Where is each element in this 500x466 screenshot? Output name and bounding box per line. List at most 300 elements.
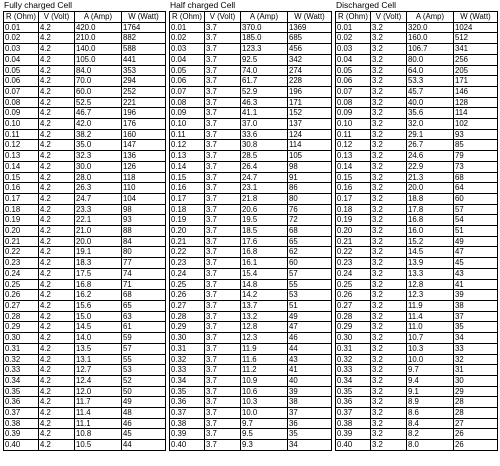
cell-current: 61.7 — [241, 76, 288, 87]
cell-resistance: 0.16 — [170, 183, 205, 194]
cell-current: 84.0 — [75, 65, 122, 76]
cell-resistance: 0.34 — [4, 375, 39, 386]
cell-voltage: 3.7 — [205, 183, 241, 194]
cell-resistance: 0.24 — [4, 268, 39, 279]
cell-resistance: 0.03 — [170, 44, 205, 55]
cell-resistance: 0.21 — [336, 236, 371, 247]
cell-current: 11.4 — [407, 311, 454, 322]
cell-resistance: 0.36 — [170, 397, 205, 408]
cell-current: 8.0 — [407, 440, 454, 451]
cell-power: 274 — [288, 65, 332, 76]
cell-resistance: 0.01 — [4, 22, 39, 33]
cell-voltage: 3.7 — [205, 247, 241, 258]
cell-resistance: 0.09 — [170, 108, 205, 119]
cell-power: 221 — [122, 97, 166, 108]
cell-voltage: 4.2 — [39, 183, 75, 194]
cell-resistance: 0.34 — [336, 375, 371, 386]
cell-current: 19.5 — [241, 215, 288, 226]
table-row — [170, 279, 332, 290]
cell-voltage: 3.2 — [371, 44, 407, 55]
cell-power: 26 — [454, 440, 498, 451]
table-row — [336, 65, 498, 76]
section-title: Half charged Cell — [170, 0, 236, 10]
cell-voltage: 3.7 — [205, 408, 241, 419]
cell-voltage: 3.7 — [205, 119, 241, 130]
cell-resistance: 0.30 — [4, 333, 39, 344]
cell-voltage: 4.2 — [39, 108, 75, 119]
cell-current: 21.8 — [241, 193, 288, 204]
cell-power: 27 — [454, 418, 498, 429]
cell-voltage: 4.2 — [39, 161, 75, 172]
table-row — [4, 268, 166, 279]
cell-voltage: 4.2 — [39, 44, 75, 55]
table-row — [170, 247, 332, 258]
cell-current: 20.6 — [241, 204, 288, 215]
cell-voltage: 3.2 — [371, 333, 407, 344]
cell-resistance: 0.04 — [170, 54, 205, 65]
cell-power: 256 — [454, 54, 498, 65]
cell-resistance: 0.33 — [336, 365, 371, 376]
table-row — [336, 408, 498, 419]
cell-voltage: 4.2 — [39, 54, 75, 65]
cell-current: 35.6 — [407, 108, 454, 119]
cell-resistance: 0.15 — [170, 172, 205, 183]
cell-current: 13.3 — [407, 268, 454, 279]
cell-resistance: 0.25 — [336, 279, 371, 290]
cell-resistance: 0.31 — [336, 343, 371, 354]
cell-current: 80.0 — [407, 54, 454, 65]
cell-current: 16.2 — [75, 290, 122, 301]
cell-power: 57 — [454, 204, 498, 215]
section-title: Discharged Cell — [336, 0, 396, 10]
cell-resistance: 0.10 — [4, 119, 39, 130]
cell-power: 52 — [122, 375, 166, 386]
cell-resistance: 0.36 — [336, 397, 371, 408]
cell-voltage: 3.2 — [371, 290, 407, 301]
cell-voltage: 4.2 — [39, 22, 75, 33]
cell-current: 15.6 — [75, 300, 122, 311]
cell-power: 146 — [454, 86, 498, 97]
table-row — [170, 140, 332, 151]
table-row — [170, 258, 332, 269]
table-row — [336, 140, 498, 151]
cell-current: 420.0 — [75, 22, 122, 33]
cell-voltage: 4.2 — [39, 418, 75, 429]
cell-voltage: 3.2 — [371, 140, 407, 151]
cell-resistance: 0.39 — [170, 429, 205, 440]
table-row — [336, 354, 498, 365]
cell-voltage: 3.7 — [205, 279, 241, 290]
cell-power: 342 — [288, 54, 332, 65]
cell-resistance: 0.10 — [336, 119, 371, 130]
cell-voltage: 3.7 — [205, 440, 241, 451]
cell-voltage: 4.2 — [39, 300, 75, 311]
table-row — [170, 215, 332, 226]
cell-power: 252 — [122, 86, 166, 97]
cell-current: 23.3 — [75, 204, 122, 215]
header-resistance: R (Ohm) — [4, 12, 39, 23]
cell-voltage: 3.2 — [371, 279, 407, 290]
table-row — [336, 204, 498, 215]
cell-resistance: 0.05 — [4, 65, 39, 76]
table-row — [336, 129, 498, 140]
cell-resistance: 0.17 — [170, 193, 205, 204]
cell-power: 65 — [122, 300, 166, 311]
table-row — [4, 204, 166, 215]
cell-voltage: 3.2 — [371, 375, 407, 386]
table-row — [170, 65, 332, 76]
cell-current: 9.7 — [407, 365, 454, 376]
cell-voltage: 4.2 — [39, 215, 75, 226]
table-row — [170, 44, 332, 55]
cell-resistance: 0.26 — [4, 290, 39, 301]
cell-current: 16.8 — [75, 279, 122, 290]
cell-current: 370.0 — [241, 22, 288, 33]
cell-voltage: 3.2 — [371, 236, 407, 247]
cell-voltage: 4.2 — [39, 76, 75, 87]
table-row — [170, 397, 332, 408]
cell-resistance: 0.25 — [4, 279, 39, 290]
cell-voltage: 3.2 — [371, 354, 407, 365]
cell-power: 51 — [288, 300, 332, 311]
cell-voltage: 4.2 — [39, 258, 75, 269]
section-title: Fully charged Cell — [4, 0, 73, 10]
cell-power: 512 — [454, 33, 498, 44]
cell-voltage: 3.2 — [371, 418, 407, 429]
cell-resistance: 0.40 — [336, 440, 371, 451]
cell-voltage: 3.2 — [371, 226, 407, 237]
cell-current: 13.7 — [241, 300, 288, 311]
cell-resistance: 0.38 — [4, 418, 39, 429]
header-power: W (Watt) — [454, 12, 498, 23]
cell-resistance: 0.11 — [4, 129, 39, 140]
cell-power: 114 — [288, 140, 332, 151]
table-row — [336, 151, 498, 162]
table-row — [170, 161, 332, 172]
table-row — [4, 183, 166, 194]
cell-resistance: 0.06 — [336, 76, 371, 87]
cell-power: 71 — [122, 279, 166, 290]
table-row — [336, 86, 498, 97]
header-voltage: V (Volt) — [371, 12, 407, 23]
table-row — [4, 86, 166, 97]
cell-power: 53 — [122, 365, 166, 376]
cell-voltage: 4.2 — [39, 290, 75, 301]
cell-power: 59 — [122, 333, 166, 344]
table-row — [336, 343, 498, 354]
table-row — [336, 236, 498, 247]
cell-resistance: 0.27 — [170, 300, 205, 311]
cell-power: 136 — [122, 151, 166, 162]
cell-resistance: 0.05 — [170, 65, 205, 76]
cell-voltage: 3.7 — [205, 22, 241, 33]
cell-resistance: 0.29 — [170, 322, 205, 333]
table-row — [170, 440, 332, 451]
cell-power: 37 — [288, 408, 332, 419]
cell-power: 160 — [122, 129, 166, 140]
cell-resistance: 0.22 — [170, 247, 205, 258]
cell-current: 140.0 — [75, 44, 122, 55]
cell-current: 74.0 — [241, 65, 288, 76]
cell-voltage: 3.7 — [205, 108, 241, 119]
cell-resistance: 0.17 — [336, 193, 371, 204]
table-row — [4, 418, 166, 429]
cell-voltage: 3.7 — [205, 161, 241, 172]
cell-power: 294 — [122, 76, 166, 87]
cell-power: 43 — [288, 354, 332, 365]
table-row — [4, 140, 166, 151]
table-row — [4, 22, 166, 33]
table-row — [4, 343, 166, 354]
cell-power: 46 — [288, 333, 332, 344]
cell-power: 171 — [454, 76, 498, 87]
cell-resistance: 0.08 — [336, 97, 371, 108]
cell-current: 14.5 — [75, 322, 122, 333]
cell-power: 47 — [288, 322, 332, 333]
table-row — [170, 375, 332, 386]
cell-resistance: 0.18 — [170, 204, 205, 215]
cell-current: 9.4 — [407, 375, 454, 386]
cell-voltage: 3.2 — [371, 365, 407, 376]
cell-voltage: 4.2 — [39, 343, 75, 354]
cell-voltage: 4.2 — [39, 365, 75, 376]
cell-current: 8.4 — [407, 418, 454, 429]
cell-voltage: 4.2 — [39, 236, 75, 247]
cell-power: 63 — [122, 311, 166, 322]
table-row — [170, 343, 332, 354]
header-resistance: R (Ohm) — [170, 12, 205, 23]
cell-power: 93 — [122, 215, 166, 226]
cell-current: 41.1 — [241, 108, 288, 119]
table-row — [4, 44, 166, 55]
cell-power: 39 — [288, 386, 332, 397]
cell-resistance: 0.08 — [170, 97, 205, 108]
cell-current: 32.3 — [75, 151, 122, 162]
cell-voltage: 3.7 — [205, 215, 241, 226]
cell-power: 110 — [122, 183, 166, 194]
table-row — [170, 76, 332, 87]
cell-current: 10.7 — [407, 333, 454, 344]
cell-voltage: 3.2 — [371, 397, 407, 408]
cell-voltage: 3.7 — [205, 97, 241, 108]
cell-resistance: 0.18 — [4, 204, 39, 215]
header-power: W (Watt) — [122, 12, 166, 23]
table-row — [336, 76, 498, 87]
cell-resistance: 0.07 — [4, 86, 39, 97]
table-row — [170, 354, 332, 365]
cell-resistance: 0.02 — [170, 33, 205, 44]
cell-power: 72 — [288, 215, 332, 226]
cell-power: 65 — [288, 236, 332, 247]
cell-voltage: 3.7 — [205, 418, 241, 429]
table-row — [170, 86, 332, 97]
cell-voltage: 4.2 — [39, 333, 75, 344]
data-table — [335, 11, 498, 451]
cell-current: 53.3 — [407, 76, 454, 87]
cell-resistance: 0.15 — [336, 172, 371, 183]
cell-power: 79 — [454, 151, 498, 162]
table-body — [336, 22, 498, 450]
cell-voltage: 4.2 — [39, 375, 75, 386]
cell-power: 171 — [288, 97, 332, 108]
cell-power: 137 — [288, 119, 332, 130]
cell-current: 37.0 — [241, 119, 288, 130]
cell-voltage: 3.7 — [205, 322, 241, 333]
cell-voltage: 3.2 — [371, 183, 407, 194]
cell-power: 31 — [454, 365, 498, 376]
table-row — [170, 386, 332, 397]
table-row — [336, 322, 498, 333]
table-row — [170, 333, 332, 344]
cell-current: 29.1 — [407, 129, 454, 140]
cell-power: 882 — [122, 33, 166, 44]
table-row — [170, 429, 332, 440]
table-row — [336, 33, 498, 44]
cell-current: 33.6 — [241, 129, 288, 140]
cell-resistance: 0.14 — [336, 161, 371, 172]
cell-voltage: 4.2 — [39, 140, 75, 151]
cell-current: 70.0 — [75, 76, 122, 87]
cell-current: 26.3 — [75, 183, 122, 194]
cell-voltage: 4.2 — [39, 86, 75, 97]
cell-resistance: 0.12 — [170, 140, 205, 151]
cell-current: 20.0 — [75, 236, 122, 247]
cell-voltage: 3.2 — [371, 408, 407, 419]
cell-resistance: 0.38 — [170, 418, 205, 429]
table-row — [170, 311, 332, 322]
table-row — [4, 226, 166, 237]
cell-voltage: 3.2 — [371, 33, 407, 44]
cell-power: 68 — [288, 226, 332, 237]
cell-current: 52.5 — [75, 97, 122, 108]
cell-resistance: 0.37 — [170, 408, 205, 419]
table-row — [4, 119, 166, 130]
cell-current: 40.0 — [407, 97, 454, 108]
cell-resistance: 0.12 — [336, 140, 371, 151]
cell-resistance: 0.03 — [4, 44, 39, 55]
cell-voltage: 3.2 — [371, 193, 407, 204]
cell-power: 441 — [122, 54, 166, 65]
cell-current: 11.9 — [407, 300, 454, 311]
cell-power: 54 — [454, 215, 498, 226]
table-row — [336, 386, 498, 397]
cell-power: 68 — [122, 290, 166, 301]
cell-resistance: 0.31 — [170, 343, 205, 354]
table-row — [336, 279, 498, 290]
cell-voltage: 3.7 — [205, 44, 241, 55]
table-row — [336, 365, 498, 376]
table-row — [170, 290, 332, 301]
table-row — [4, 97, 166, 108]
cell-voltage: 3.2 — [371, 22, 407, 33]
cell-voltage: 3.2 — [371, 215, 407, 226]
cell-voltage: 4.2 — [39, 279, 75, 290]
table-row — [336, 172, 498, 183]
cell-current: 35.0 — [75, 140, 122, 151]
cell-current: 12.7 — [75, 365, 122, 376]
cell-power: 93 — [454, 129, 498, 140]
cell-resistance: 0.24 — [336, 268, 371, 279]
table-row — [170, 183, 332, 194]
cell-power: 46 — [122, 418, 166, 429]
table-row — [170, 172, 332, 183]
cell-power: 50 — [122, 386, 166, 397]
table-row — [4, 440, 166, 451]
cell-current: 64.0 — [407, 65, 454, 76]
table-row — [336, 22, 498, 33]
cell-power: 49 — [454, 236, 498, 247]
cell-power: 196 — [288, 86, 332, 97]
cell-current: 22.1 — [75, 215, 122, 226]
cell-current: 14.0 — [75, 333, 122, 344]
cell-power: 45 — [122, 429, 166, 440]
cell-current: 9.7 — [241, 418, 288, 429]
cell-resistance: 0.28 — [4, 311, 39, 322]
cell-resistance: 0.05 — [336, 65, 371, 76]
cell-power: 34 — [288, 440, 332, 451]
cell-resistance: 0.40 — [4, 440, 39, 451]
cell-power: 98 — [122, 204, 166, 215]
table-row — [4, 151, 166, 162]
cell-power: 37 — [454, 311, 498, 322]
cell-voltage: 3.7 — [205, 311, 241, 322]
cell-power: 29 — [454, 386, 498, 397]
cell-power: 49 — [288, 311, 332, 322]
cell-voltage: 3.2 — [371, 172, 407, 183]
cell-resistance: 0.26 — [336, 290, 371, 301]
cell-voltage: 3.7 — [205, 204, 241, 215]
cell-voltage: 3.7 — [205, 129, 241, 140]
cell-resistance: 0.33 — [170, 365, 205, 376]
cell-voltage: 4.2 — [39, 226, 75, 237]
cell-current: 24.6 — [407, 151, 454, 162]
cell-resistance: 0.32 — [170, 354, 205, 365]
cell-resistance: 0.36 — [4, 397, 39, 408]
cell-current: 92.5 — [241, 54, 288, 65]
cell-power: 102 — [454, 119, 498, 130]
cell-voltage: 4.2 — [39, 172, 75, 183]
table-row — [4, 322, 166, 333]
cell-current: 52.9 — [241, 86, 288, 97]
table-row — [4, 300, 166, 311]
cell-current: 210.0 — [75, 33, 122, 44]
cell-resistance: 0.01 — [336, 22, 371, 33]
cell-voltage: 3.7 — [205, 33, 241, 44]
cell-voltage: 4.2 — [39, 268, 75, 279]
header-current: A (Amp) — [241, 12, 288, 23]
cell-power: 62 — [288, 247, 332, 258]
cell-resistance: 0.38 — [336, 418, 371, 429]
header-voltage: V (Volt) — [39, 12, 75, 23]
half-charged-cell-section — [169, 0, 331, 451]
cell-current: 8.6 — [407, 408, 454, 419]
cell-voltage: 3.2 — [371, 151, 407, 162]
cell-power: 55 — [122, 354, 166, 365]
cell-voltage: 4.2 — [39, 33, 75, 44]
table-row — [336, 108, 498, 119]
cell-power: 86 — [288, 183, 332, 194]
cell-current: 28.0 — [75, 172, 122, 183]
cell-resistance: 0.37 — [4, 408, 39, 419]
cell-voltage: 3.7 — [205, 236, 241, 247]
table-row — [170, 268, 332, 279]
table-header-row — [4, 12, 166, 23]
cell-resistance: 0.24 — [170, 268, 205, 279]
cell-voltage: 4.2 — [39, 151, 75, 162]
cell-power: 73 — [454, 161, 498, 172]
cell-voltage: 4.2 — [39, 65, 75, 76]
cell-resistance: 0.26 — [170, 290, 205, 301]
